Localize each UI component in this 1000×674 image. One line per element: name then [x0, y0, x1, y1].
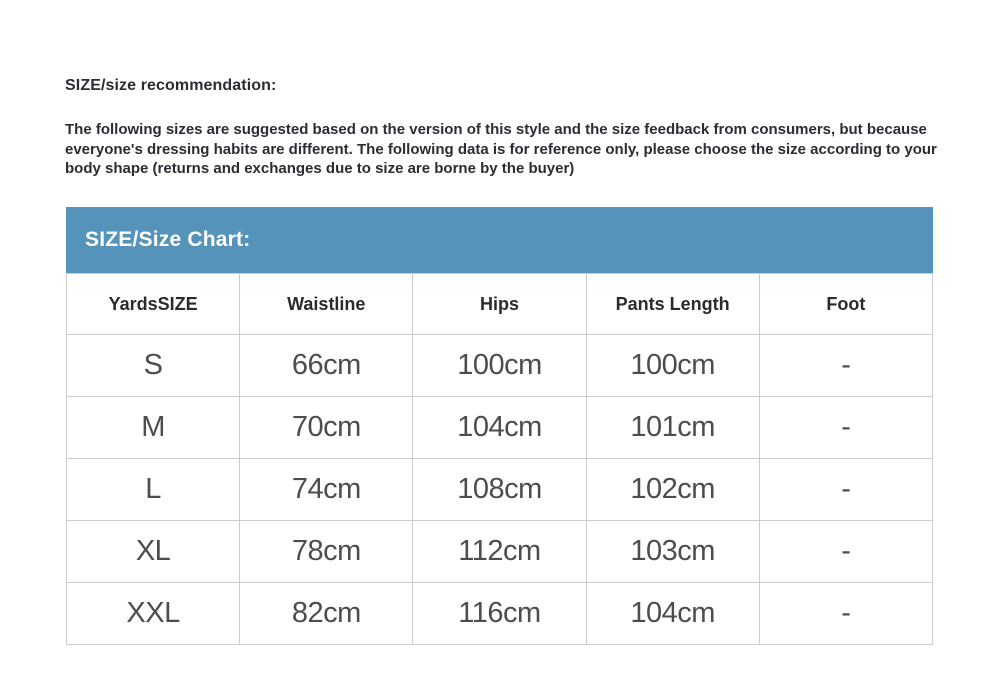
- table-row-s: [67, 335, 933, 397]
- column-header-yardssize: YardsSIZE: [67, 274, 240, 335]
- cell-hips: 116cm: [413, 583, 586, 645]
- cell-size: L: [67, 459, 240, 521]
- column-header-pants-length: Pants Length: [586, 274, 759, 335]
- cell-size: S: [67, 335, 240, 397]
- cell-waistline: 78cm: [240, 521, 413, 583]
- table-row-xl: [67, 521, 933, 583]
- cell-size: M: [67, 397, 240, 459]
- cell-pants-length: 100cm: [586, 335, 759, 397]
- table-row-xxl: [67, 583, 933, 645]
- table-row-l: [67, 459, 933, 521]
- size-chart-table: [66, 273, 933, 645]
- cell-waistline: 82cm: [240, 583, 413, 645]
- cell-foot: -: [759, 583, 932, 645]
- cell-foot: -: [759, 335, 932, 397]
- column-header-hips: Hips: [413, 274, 586, 335]
- cell-hips: 108cm: [413, 459, 586, 521]
- cell-foot: -: [759, 397, 932, 459]
- cell-foot: -: [759, 459, 932, 521]
- cell-pants-length: 102cm: [586, 459, 759, 521]
- cell-hips: 112cm: [413, 521, 586, 583]
- cell-size: XXL: [67, 583, 240, 645]
- table-header-row: [67, 274, 933, 335]
- size-chart-title-bar: [66, 207, 933, 273]
- size-recommendation-heading: SIZE/size recommendation:: [65, 77, 277, 94]
- cell-waistline: 66cm: [240, 335, 413, 397]
- cell-pants-length: 103cm: [586, 521, 759, 583]
- cell-hips: 100cm: [413, 335, 586, 397]
- column-header-waistline: Waistline: [240, 274, 413, 335]
- table-row-m: [67, 397, 933, 459]
- cell-foot: -: [759, 521, 932, 583]
- cell-pants-length: 104cm: [586, 583, 759, 645]
- cell-pants-length: 101cm: [586, 397, 759, 459]
- column-header-foot: Foot: [759, 274, 932, 335]
- size-recommendation-paragraph: The following sizes are suggested based on the version of this style and the size feedback from consumers, but because everyone's dressing habits are different. The following data is for reference only, please choose the size according to your body shape (returns and exchanges due to size are borne by the buyer): [65, 121, 937, 177]
- cell-hips: 104cm: [413, 397, 586, 459]
- cell-waistline: 70cm: [240, 397, 413, 459]
- size-chart-title: SIZE/Size Chart:: [85, 228, 251, 251]
- cell-waistline: 74cm: [240, 459, 413, 521]
- cell-size: XL: [67, 521, 240, 583]
